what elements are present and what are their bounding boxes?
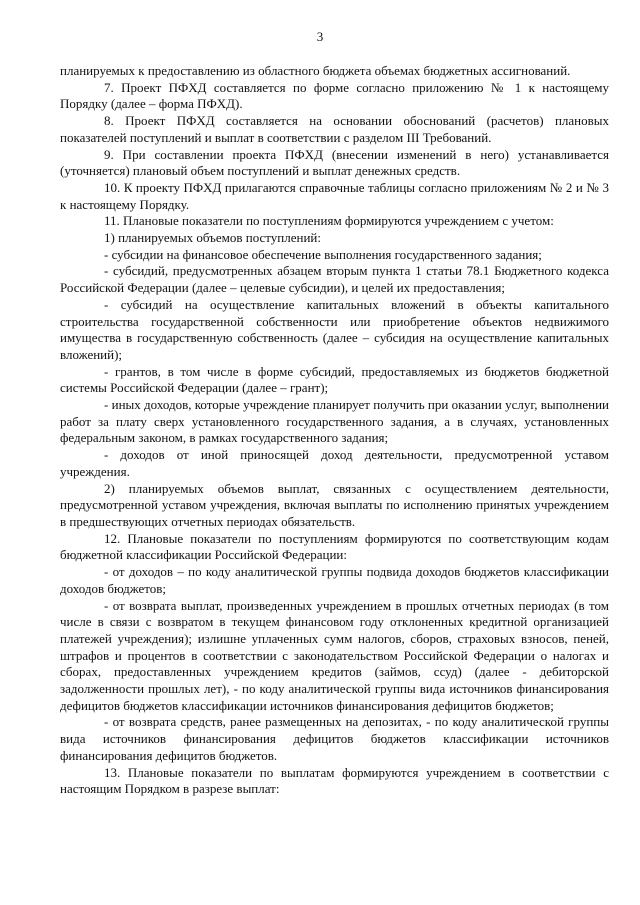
list-item-from-income: - от доходов – по коду аналитической группы подвида доходов бюджетов классификации доходов бюджетов; <box>60 564 609 596</box>
paragraph-11-2: 2) планируемых объемов выплат, связанных с осуществлением деятельности, предусмотренной уставом учреждения, включая выплаты по исполнению принятых учреждением в предшествующих отчетных периодах обязательств. <box>60 480 609 529</box>
paragraph-13: 13. Плановые показатели по выплатам формируются учреждением в соответствии с настоящим Порядком в разрезе выплат: <box>60 764 609 797</box>
list-item-income-generating-activity: - доходов от иной приносящей доход деятельности, предусмотренной уставом учреждения. <box>60 447 609 479</box>
page-number: 3 <box>316 29 324 44</box>
list-item-target-subsidies: - субсидий, предусмотренных абзацем вторым пункта 1 статьи 78.1 Бюджетного кодекса Российской Федерации (далее – целевые субсидии), и целей их предоставления; <box>60 263 609 296</box>
list-item-from-returns: - от возврата выплат, произведенных учреждением в прошлых отчетных периодах (в том числе в связи с возвратом в текущем финансовом году отклоненных кредитной организацией платежей учреждения); излишне уплаченных сумм налогов, сборов, страховых взносов, пеней, штрафов и процентов в соответствии с законодательством Российской Федерации о налогах и сборах, предоставленных учреждением кредитов (займов, ссуд) (далее - дебиторской задолженности прошлых лет), - по коду аналитической группы вида источников финансирования дефицитов бюджетов классификации источников финансирования дефицитов бюджетов; <box>60 597 609 713</box>
paragraph-10: 10. К проекту ПФХД прилагаются справочные таблицы согласно приложениям № 2 и № 3 к настоящему Порядку. <box>60 179 609 212</box>
list-item-other-income: - иных доходов, которые учреждение планирует получить при оказании услуг, выполнении работ за плату сверх установленного государственного задания, а в случаях, установленных федеральным законом, в рамках государственного задания; <box>60 397 609 446</box>
list-item-from-deposits: - от возврата средств, ранее размещенных на депозитах, - по коду аналитической группы вида источников финансирования дефицитов бюджетов классификации источников финансирования дефицитов бюджетов. <box>60 714 609 763</box>
paragraph-8: 8. Проект ПФХД составляется на основании обоснований (расчетов) плановых показателей поступлений и выплат в соответствии с разделом III Требований. <box>60 113 609 145</box>
paragraph-12: 12. Плановые показатели по поступлениям формируются по соответствующим кодам бюджетной классификации Российской Федерации: <box>60 530 609 563</box>
list-item-grants: - грантов, в том числе в форме субсидий, предоставляемых из бюджетов бюджетной системы Российской Федерации (далее – грант); <box>60 363 609 396</box>
list-item-subsidy-state-task: - субсидии на финансовое обеспечение выполнения государственного задания; <box>104 246 542 262</box>
paragraph-11-1: 1) планируемых объемов поступлений: <box>104 230 322 246</box>
paragraph-continuation: планируемых к предоставлению из областного бюджета объемах бюджетных ассигнований. <box>60 63 571 78</box>
paragraph-11: 11. Плановые показатели по поступлениям формируются учреждением с учетом: <box>104 213 554 229</box>
document-body <box>60 63 609 798</box>
list-item-capital-investments: - субсидий на осуществление капитальных вложений в объекты капитального строительства государственной собственности или приобретение объектов недвижимого имущества в государственную собственность (далее – субсидия на осуществление капитальных вложений); <box>60 296 609 362</box>
paragraph-9: 9. При составлении проекта ПФХД (внесении изменений в него) устанавливается (уточняется) плановый объем поступлений и выплат денежных средств. <box>60 146 609 179</box>
paragraph-7: 7. Проект ПФХД составляется по форме согласно приложению № 1 к настоящему Порядку (далее – форма ПФХД). <box>60 79 609 112</box>
